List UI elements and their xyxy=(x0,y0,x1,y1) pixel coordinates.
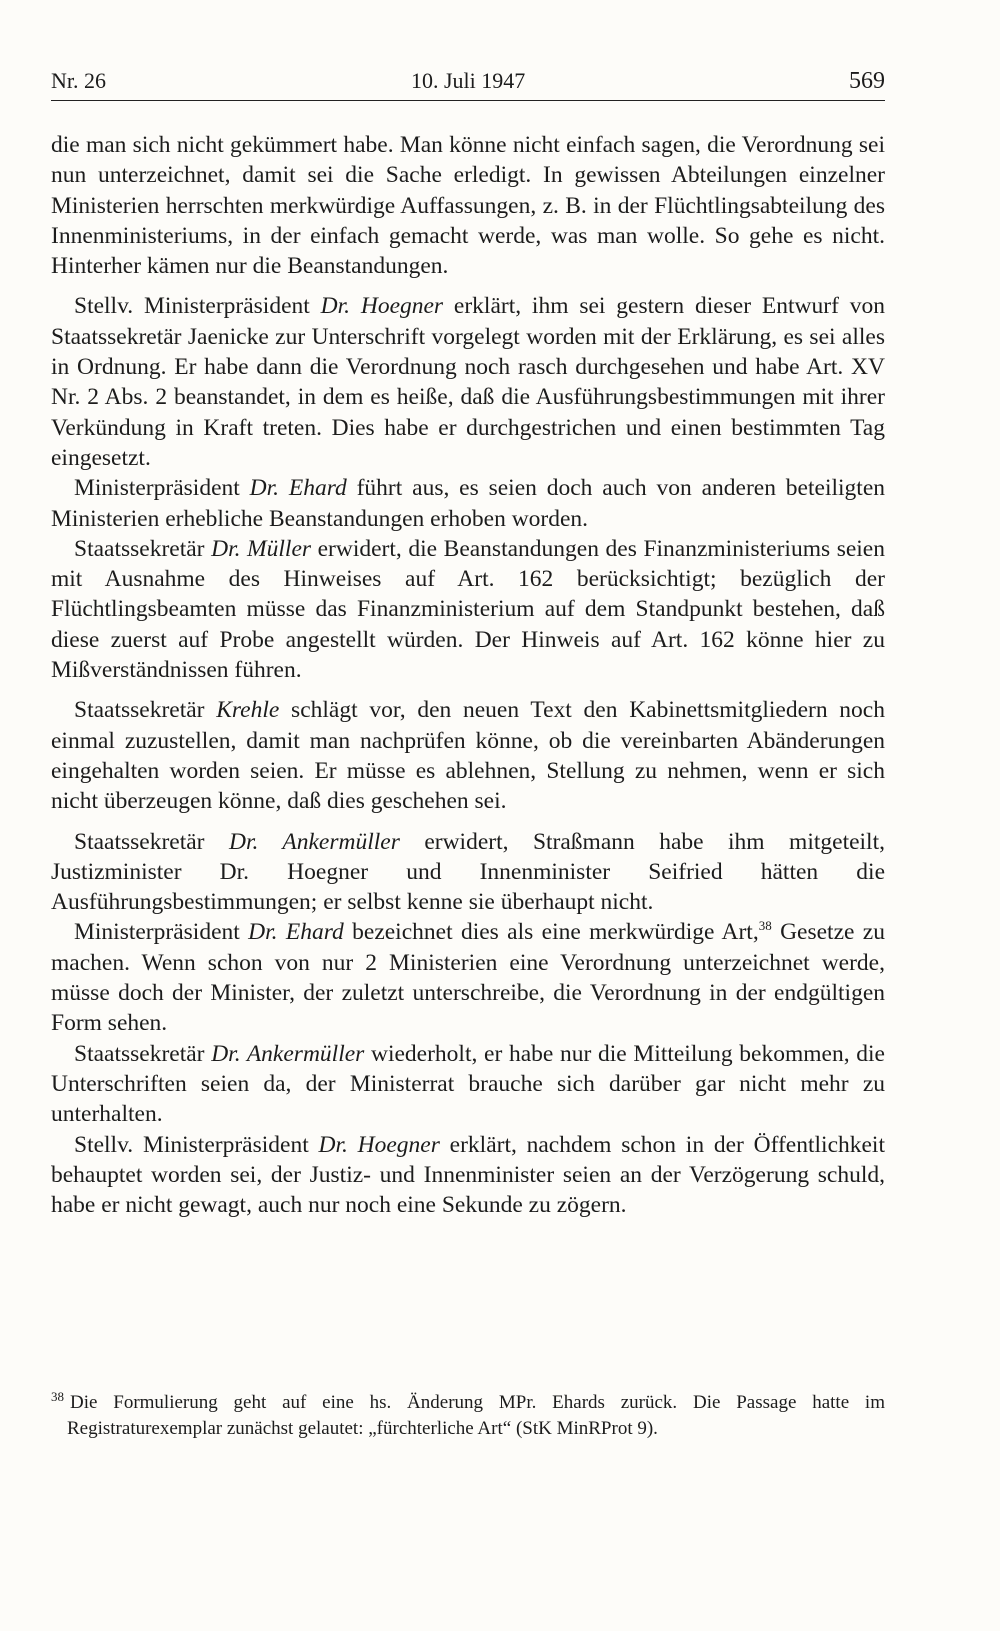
speaker-name: Dr. Müller xyxy=(211,535,312,562)
issue-number: Nr. 26 xyxy=(51,68,106,93)
speaker-role: Ministerpräsident xyxy=(74,475,250,502)
statement-hoegner-2 xyxy=(51,1130,885,1221)
speaker-role: Staatssekretär xyxy=(74,828,229,855)
statement-ankermueller-1 xyxy=(51,827,885,918)
footnote-number: 38 xyxy=(51,1389,64,1404)
statement-text: wiederholt, er habe nur die Mitteilung bekommen, die Unterschriften seien da, der Ministerrat brauche sich darüber gar nicht mehr zu unterhalten. xyxy=(51,1040,885,1128)
speaker-role: Ministerpräsident xyxy=(74,919,249,946)
footnote-paragraph xyxy=(51,1390,885,1442)
speaker-name: Dr. Ehard xyxy=(249,475,347,502)
statement-text: schlägt vor, den neuen Text den Kabinettsmitgliedern noch einmal zuzustellen, damit man nachprüfen könne, ob die vereinbarten Abänderungen eingehalten worden seien. Er müsse es ablehnen, Stellung zu nehmen, wenn er sich nicht überzeugen könne, daß dies geschehen sei. xyxy=(51,697,885,815)
minutes-body xyxy=(51,130,885,1220)
speaker-name: Dr. Ankermüller xyxy=(211,1040,365,1067)
statement-ankermueller-2 xyxy=(51,1039,885,1130)
speaker-name: Krehle xyxy=(216,697,280,724)
statement-text: bezeichnet dies als eine merkwürdige Art, xyxy=(343,919,759,946)
speaker-role: Stellv. Ministerpräsident xyxy=(74,1131,319,1158)
speaker-name: Dr. Hoegner xyxy=(318,1131,440,1158)
statement-text: führt aus, es seien doch auch von anderen beteiligten Ministerien erhebliche Beanstandungen erhoben worden. xyxy=(51,475,885,532)
statement-text: erklärt, nachdem schon in der Öffentlichkeit behauptet worden sei, der Justiz- und Innenminister seien an der Verzögerung schuld, habe er nicht gewagt, auch nur noch eine Sekunde zu zögern. xyxy=(51,1131,885,1219)
speaker-role: Staatssekretär xyxy=(74,535,212,562)
statement-text: erwidert, Straßmann habe ihm mitgeteilt, Justizminister Dr. Hoegner und Innenminister Seifried hätten die Ausführungsbestimmungen; er selbst kenne sie überhaupt nicht. xyxy=(51,828,885,916)
statement-mueller xyxy=(51,534,885,685)
speaker-name: Dr. Hoegner xyxy=(320,293,444,320)
speaker-name: Dr. Ehard xyxy=(248,919,344,946)
speaker-role: Stellv. Ministerpräsident xyxy=(74,293,321,320)
speaker-role: Staatssekretär xyxy=(74,697,217,724)
statement-krehle xyxy=(51,695,885,816)
statement-text: erklärt, ihm sei gestern dieser Entwurf von Staatssekretär Jaenicke zur Unterschrift vorgelegt worden mit der Erklärung, es sei alles in Ordnung. Er habe dann die Verordnung noch rasch durchgesehen und habe Art. XV Nr. 2 Abs. 2 beanstandet, in dem es heiße, daß die Ausführungsbestimmungen mit ihrer Verkündung in Kraft treten. Dies habe er durchgestrichen und einen bestimmten Tag eingesetzt. xyxy=(51,293,885,471)
footnote-text: Die Formulierung geht auf eine hs. Änderung MPr. Ehards zurück. Die Passage hatte im Registraturexemplar zunächst gelautet: „fürchterliche Art“ (StK MinRProt 9). xyxy=(67,1392,885,1439)
speaker-role: Staatssekretär xyxy=(74,1040,212,1067)
statement-text-cont: Gesetze zu machen. Wenn schon von nur 2 Ministerien eine Verordnung unterzeichnet werde, müsse doch der Minister, der zuletzt unterschreibe, die Verordnung in der endgültigen Form sehen. xyxy=(51,919,885,1037)
statement-hoegner-1 xyxy=(51,291,885,473)
page-number: 569 xyxy=(849,68,885,94)
footnote-38 xyxy=(51,1390,885,1442)
session-date: 10. Juli 1947 xyxy=(411,68,526,93)
paragraph-continuation: die man sich nicht gekümmert habe. Man könne nicht einfach sagen, die Verordnung sei nun unterzeichnet, damit sei die Sache erledigt. In gewissen Abteilungen einzelner Ministerien herrschten merkwürdige Auffassungen, z. B. in der Flüchtlingsabteilung des Innenministeriums, in der einfach gemacht werde, was man wolle. So gehe es nicht. Hinterher kämen nur die Beanstandungen. xyxy=(51,132,885,280)
statement-ehard-2 xyxy=(51,917,885,1038)
running-header xyxy=(51,64,885,101)
speaker-name: Dr. Ankermüller xyxy=(228,828,400,855)
statement-ehard-1 xyxy=(51,473,885,534)
footnote-reference[interactable]: 38 xyxy=(758,918,772,934)
statement-text: erwidert, die Beanstandungen des Finanzministeriums seien mit Ausnahme des Hinweises auf Art. 162 berücksichtigt; bezüglich der Flüchtlingsbeamten müsse das Finanzministerium auf dem Standpunkt bestehen, daß diese zuerst auf Probe angestellt würden. Der Hinweis auf Art. 162 könne hier zu Mißverständnissen führen. xyxy=(51,535,885,684)
